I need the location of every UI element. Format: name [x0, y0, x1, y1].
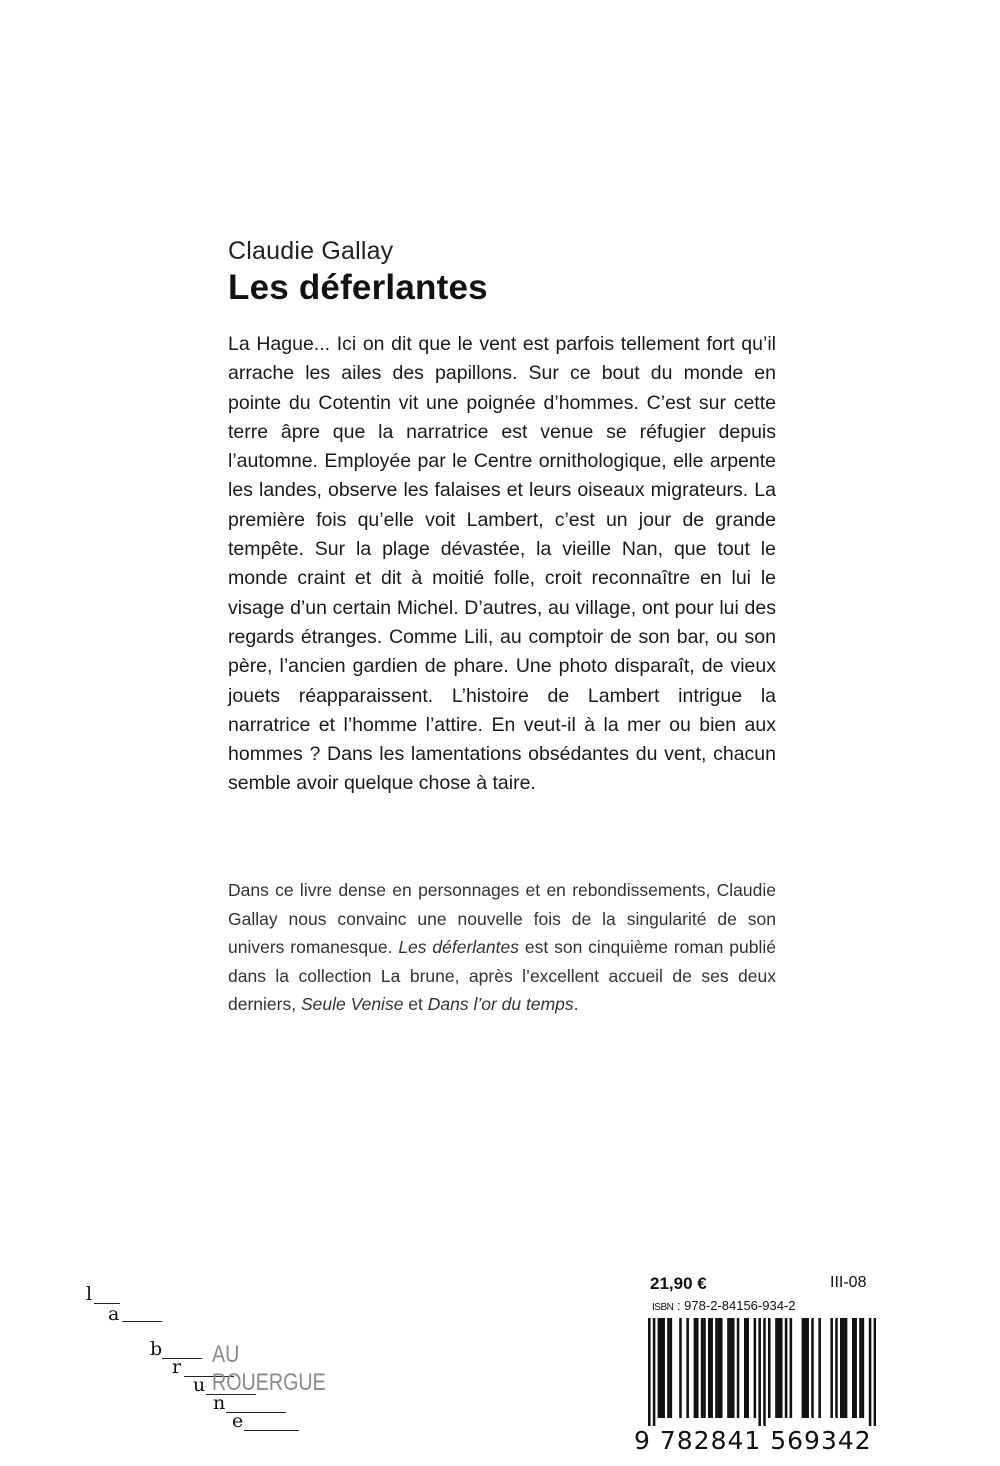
barcode-bar [763, 1318, 766, 1426]
blurb-text: et [403, 994, 428, 1014]
barcode-bar [845, 1318, 848, 1418]
blurb-text: Dans ce livre dense en personnages et en rebondissements, Claudie Gallay nous convainc une nouvelle fois de la singularité de son univers romanesque. [228, 880, 776, 957]
blurb-italic-title: Les déferlantes [398, 937, 519, 957]
barcode-digits: 9 782841 569342 [634, 1426, 872, 1455]
barcode-bar [744, 1318, 747, 1418]
book-title: Les déferlantes [228, 268, 488, 307]
barcode-bar [874, 1318, 876, 1426]
barcode-bar [840, 1318, 843, 1418]
barcode-bar [785, 1318, 788, 1418]
barcode-bar [790, 1318, 793, 1418]
blurb-text: est son cinquième roman publié dans la collection La brune, après l’excellent accueil de ses deux derniers, [228, 937, 776, 1014]
barcode-bar [758, 1318, 761, 1426]
logo-letter: u [193, 1374, 206, 1396]
barcode-bar [818, 1318, 821, 1418]
blurb-italic-title: Dans l’or du temps [427, 994, 574, 1014]
barcode-bar [708, 1318, 711, 1418]
publisher-logo [86, 1284, 386, 1434]
isbn-label: ISBN [652, 1302, 674, 1313]
blurb-text: . [573, 994, 579, 1014]
barcode-bar [835, 1318, 838, 1418]
barcode-bar [859, 1318, 862, 1418]
barcode-bar [679, 1318, 682, 1418]
barcode-image [648, 1318, 876, 1426]
barcode-bar [830, 1318, 833, 1418]
barcode-bar [804, 1318, 807, 1418]
barcode-bar [648, 1318, 651, 1426]
barcode-bar [775, 1318, 778, 1418]
barcode-bar [701, 1318, 704, 1418]
logo-letter: b [150, 1338, 163, 1360]
barcode-bar [718, 1318, 721, 1418]
barcode-bar [746, 1318, 749, 1418]
barcode-bar [670, 1318, 673, 1418]
barcode-bar [732, 1318, 735, 1418]
author-name: Claudie Gallay [228, 237, 394, 265]
barcode-bar [694, 1318, 697, 1418]
barcode-bar [842, 1318, 845, 1418]
publisher-name: AU ROUERGUE [212, 1341, 326, 1396]
blurb-paragraph [228, 876, 776, 1019]
barcode-bar [696, 1318, 699, 1418]
barcode-bar [727, 1318, 730, 1418]
logo-rule [122, 1321, 162, 1322]
barcode-bar [802, 1318, 805, 1418]
barcode-bar [811, 1318, 814, 1418]
barcode-bar [720, 1318, 723, 1418]
isbn-text [652, 1298, 796, 1313]
barcode-bar [862, 1318, 865, 1418]
barcode-bar [730, 1318, 733, 1418]
barcode-bar [662, 1318, 665, 1418]
blurb-italic-title: Seule Venise [300, 994, 404, 1014]
barcode-bar [852, 1318, 855, 1418]
barcode-bar [754, 1318, 757, 1418]
barcode-bar [710, 1318, 713, 1418]
logo-rule [162, 1358, 202, 1359]
barcode-bar [660, 1318, 663, 1418]
logo-letter: e [232, 1410, 244, 1432]
barcode-bar [653, 1318, 656, 1426]
synopsis-paragraph: La Hague... Ici on dit que le vent est parfois tellement fort qu’il arrache les ailes des papillons. Sur ce bout du monde en pointe du Cotentin vit une poignée d’hommes. C’est sur cette terre âpre que la narratrice est venue se réfugier depuis l’automne. Employée par le Centre ornithologique, elle arpente les landes, observe les falaises et leurs oiseaux migrateurs. La première fois qu’elle voit Lambert, c’est un jour de grande tempête. Sur la plage dévastée, la vieille Nan, que tout le monde craint et dit à moitié folle, croit reconnaître en lui le visage d’un certain Michel. D’autres, au village, ont pour lui des regards étranges. Comme Lili, au comptoir de son bar, ou son père, l’ancien gardien de phare. Une photo disparaît, de vieux jouets réapparaissent. L’histoire de Lambert intrigue la narratrice et l’homme l’attire. En veut-il à la mer ou bien aux hommes ? Dans les lamentations obsédantes du vent, chacun semble avoir quelque chose à taire. [228, 333, 776, 795]
isbn-number: : 978-2-84156-934-2 [673, 1298, 796, 1313]
catalog-code: III-08 [830, 1274, 867, 1291]
barcode-bar [737, 1318, 740, 1418]
barcode-bar [658, 1318, 661, 1418]
barcode-bar [854, 1318, 857, 1418]
barcode-bar [703, 1318, 706, 1418]
logo-letter: a [108, 1303, 120, 1325]
logo-letter: n [213, 1392, 226, 1414]
logo-letter: r [172, 1356, 182, 1378]
barcode-bar [667, 1318, 670, 1418]
logo-rule [244, 1430, 299, 1431]
barcode-bar [686, 1318, 689, 1418]
barcode-bar [869, 1318, 872, 1426]
price: 21,90 € [650, 1274, 707, 1293]
barcode-bar [806, 1318, 809, 1418]
logo-letter: l [86, 1283, 93, 1305]
barcode-bar [780, 1318, 783, 1418]
barcode-bar [715, 1318, 718, 1418]
barcode-bar [768, 1318, 771, 1418]
barcode-bar [778, 1318, 781, 1418]
